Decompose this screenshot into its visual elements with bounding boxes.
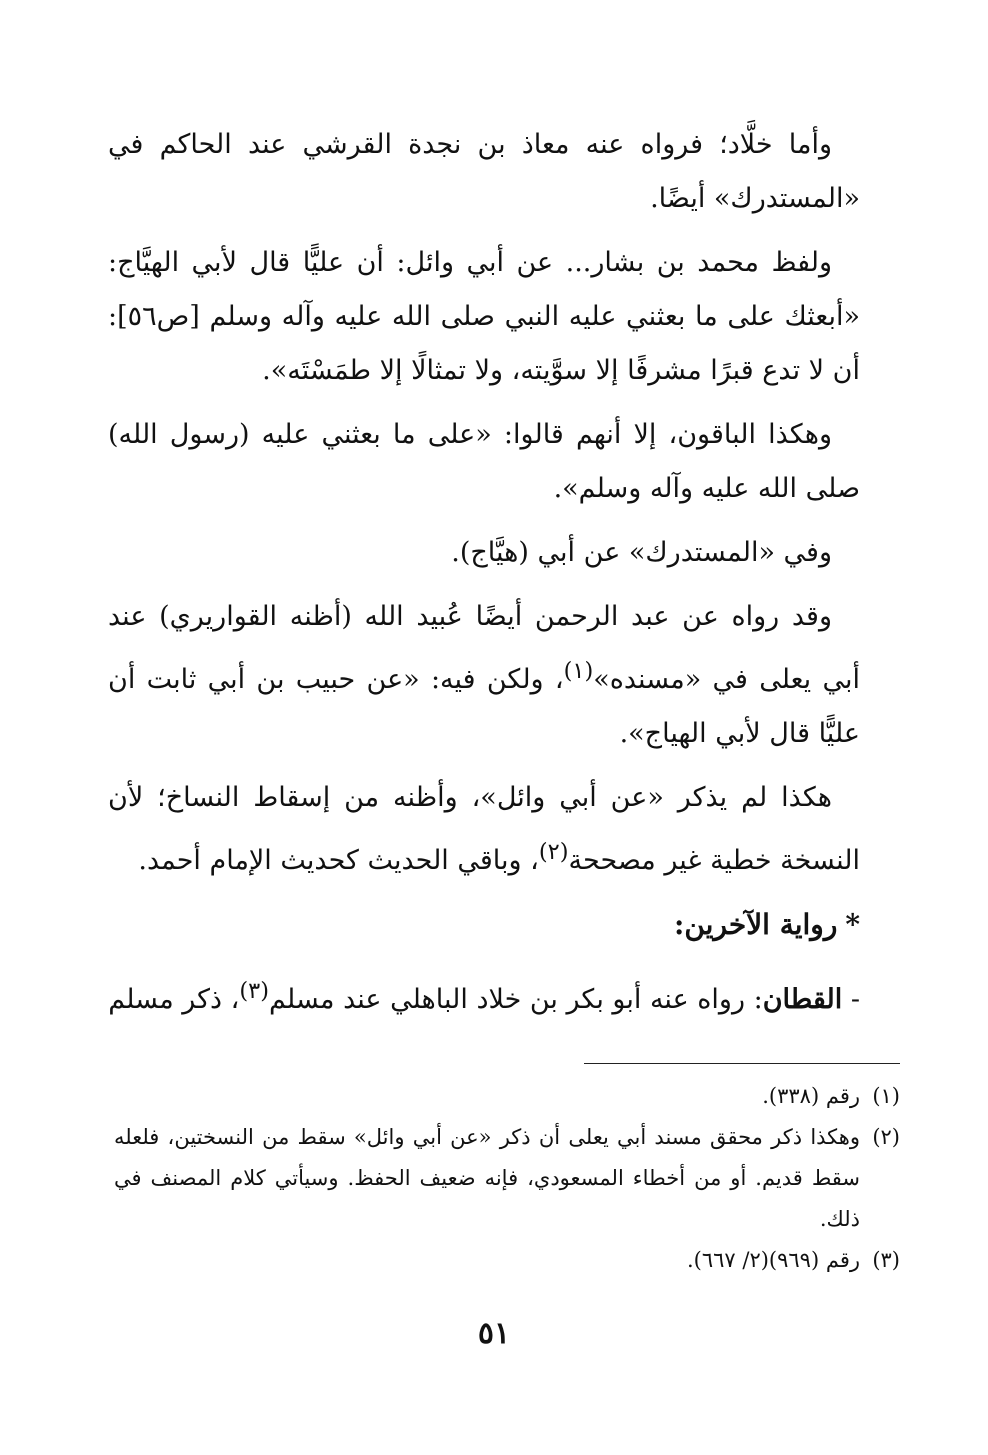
paragraph-text: هكذا لم يذكر «عن أبي وائل»، وأظنه من إسقاط النساخ؛ لأن النسخة خطية غير مصححة [108, 782, 860, 876]
paragraph-mustadrak [108, 526, 860, 580]
dash: - [842, 984, 860, 1015]
paragraph-scribes [108, 771, 860, 888]
paragraph-text: ، وباقي الحديث كحديث الإمام أحمد. [138, 845, 539, 876]
paragraph-text: وفي «المستدرك» عن أبي (هيَّاج). [451, 537, 832, 568]
paragraph-abu-yala [108, 590, 860, 761]
footnote-number: (١) [872, 1084, 900, 1108]
footnote-text: وهكذا ذكر محقق مسند أبي يعلى أن ذكر «عن أبي وائل» سقط من النسختين، فلعله سقط قديم. أو من أخطاء المسعودي، فإنه ضعيف الحفظ. وسيأتي كلام المصنف في ذلك. [114, 1125, 860, 1231]
footnote-number: (٢) [872, 1125, 900, 1149]
footnote-number: (٣) [872, 1248, 900, 1272]
page-number: ٥١ [477, 1316, 511, 1351]
paragraph-text: وأما خلَّاد؛ فرواه عنه معاذ بن نجدة القرشي عند الحاكم في «المستدرك» أيضًا. [108, 129, 860, 214]
paragraph-others [108, 408, 860, 516]
paragraph-text: وهكذا الباقون، إلا أنهم قالوا: «على ما بعثني عليه (رسول الله) صلى الله عليه وآله وسلم». [108, 419, 860, 504]
paragraph-text: : رواه عنه أبو بكر بن خلاد الباهلي عند مسلم [269, 984, 763, 1015]
main-text [108, 118, 860, 1037]
footnote-1 [114, 1076, 900, 1117]
footnote-divider [584, 1063, 900, 1064]
footnote-3 [114, 1240, 900, 1281]
footnote-2 [114, 1117, 900, 1240]
footnote-text: رقم (٩٦٩)(٢/ ٦٦٧). [686, 1248, 860, 1272]
paragraph-text: ، ذكر مسلم [108, 984, 240, 1015]
section-heading [108, 898, 860, 952]
paragraph-text: وقد رواه عن عبد الرحمن أيضًا عُبيد الله (أظنه القواريري) عند أبي يعلى في «مسنده» [108, 601, 860, 695]
footnote-ref[interactable]: (١) [563, 658, 594, 684]
paragraph-ibn-bashar [108, 236, 860, 398]
footnotes [114, 1076, 900, 1281]
footnote-text: رقم (٣٣٨). [762, 1084, 860, 1108]
footnote-ref[interactable]: (٢) [538, 839, 569, 865]
heading-text: رواية الآخرين: [674, 908, 838, 941]
narrator-name: القطان [762, 984, 843, 1015]
footnote-ref[interactable]: (٣) [239, 978, 270, 1004]
star-icon: * [845, 908, 860, 941]
paragraph-text: ، ولكن فيه: «عن حبيب بن أبي ثابت أن عليًّا قال لأبي الهياج». [108, 664, 860, 749]
paragraph-khallad [108, 118, 860, 226]
paragraph-qattan [108, 964, 860, 1027]
paragraph-text: ولفظ محمد بن بشار... عن أبي وائل: أن عليًّا قال لأبي الهيَّاج: «أبعثك على ما بعثني عليه النبي صلى الله عليه وآله وسلم [ص٥٦]: أن لا تدع قبرًا مشرفًا إلا سوَّيته، ولا تمثالًا إلا طمَسْتَه». [108, 247, 860, 386]
